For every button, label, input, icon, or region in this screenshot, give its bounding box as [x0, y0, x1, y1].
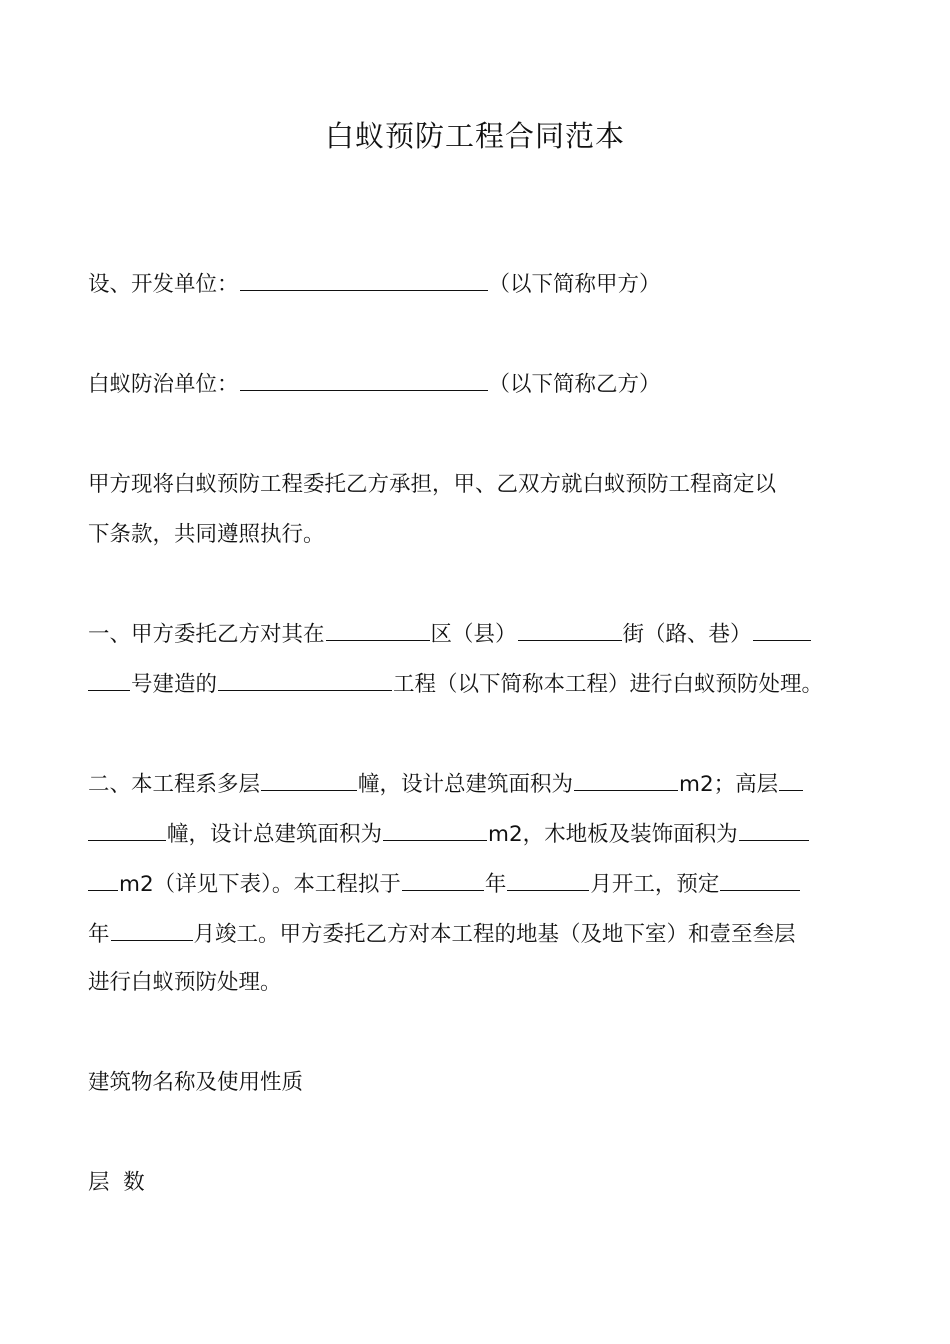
party-b-line	[88, 368, 661, 400]
clause-2-text-f: m2（详见下表）。本工程拟于	[119, 872, 401, 897]
number-blank-end[interactable]	[88, 668, 130, 691]
clause-2-text-h: 月开工，预定	[590, 872, 720, 897]
clause-1-line-1	[88, 618, 812, 650]
clause-2-text-c: m2；高层	[679, 772, 779, 797]
highrise-count-blank-start[interactable]	[779, 768, 803, 791]
clause-1-text-d: 号建造的	[131, 672, 218, 697]
number-blank-start[interactable]	[753, 618, 811, 641]
intro-line-1: 甲方现将白蚁预防工程委托乙方承担，甲、乙双方就白蚁预防工程商定以	[88, 472, 777, 497]
clause-2-line-3	[88, 868, 801, 900]
street-blank[interactable]	[518, 618, 622, 641]
party-b-label: 白蚁防治单位：	[88, 372, 239, 397]
wood-area-blank-start[interactable]	[739, 818, 809, 841]
clause-1-text-b: 区（县）	[430, 622, 517, 647]
highrise-count-blank-end[interactable]	[88, 818, 166, 841]
clause-2-text-e: m2，木地板及装饰面积为	[488, 822, 738, 847]
clause-1-line-2	[88, 668, 823, 700]
clause-2-text-g: 年	[484, 872, 507, 897]
clause-1-text-a: 一、甲方委托乙方对其在	[88, 622, 325, 647]
party-a-suffix: （以下简称甲方）	[488, 272, 661, 297]
multistory-count-blank[interactable]	[261, 768, 357, 791]
clause-2-line-4	[88, 918, 796, 950]
clause-2-text-j: 月竣工。甲方委托乙方对本工程的地基（及地下室）和壹至叁层	[193, 922, 796, 947]
party-a-blank[interactable]	[240, 268, 488, 291]
start-month-blank[interactable]	[507, 868, 589, 891]
clause-2-text-b: 幢，设计总建筑面积为	[358, 772, 574, 797]
clause-2-line-5: 进行白蚁预防处理。	[88, 970, 282, 995]
project-name-blank[interactable]	[218, 668, 392, 691]
end-year-blank[interactable]	[720, 868, 800, 891]
document-title: 白蚁预防工程合同范本	[324, 119, 625, 153]
intro-line-2: 下条款，共同遵照执行。	[88, 522, 325, 547]
district-blank[interactable]	[326, 618, 430, 641]
party-b-suffix: （以下简称乙方）	[488, 372, 661, 397]
clause-1-text-c: 街（路、巷）	[622, 622, 752, 647]
highrise-area-blank[interactable]	[383, 818, 487, 841]
wood-area-blank-end[interactable]	[88, 868, 118, 891]
multistory-area-blank[interactable]	[574, 768, 678, 791]
end-month-blank[interactable]	[111, 918, 193, 941]
start-year-blank[interactable]	[402, 868, 484, 891]
clause-2-line-2	[88, 818, 810, 850]
building-name-label: 建筑物名称及使用性质	[88, 1070, 304, 1095]
clause-2-line-1	[88, 768, 804, 800]
clause-2-text-a: 二、本工程系多层	[88, 772, 261, 797]
party-a-line	[88, 268, 661, 300]
clause-2-text-d: 幢，设计总建筑面积为	[167, 822, 383, 847]
party-b-blank[interactable]	[240, 368, 488, 391]
clause-2-text-i: 年	[88, 922, 110, 947]
clause-1-text-e: 工程（以下简称本工程）进行白蚁预防处理。	[393, 672, 824, 697]
floors-label: 层 数	[88, 1170, 145, 1195]
party-a-label: 设、开发单位：	[88, 272, 239, 297]
